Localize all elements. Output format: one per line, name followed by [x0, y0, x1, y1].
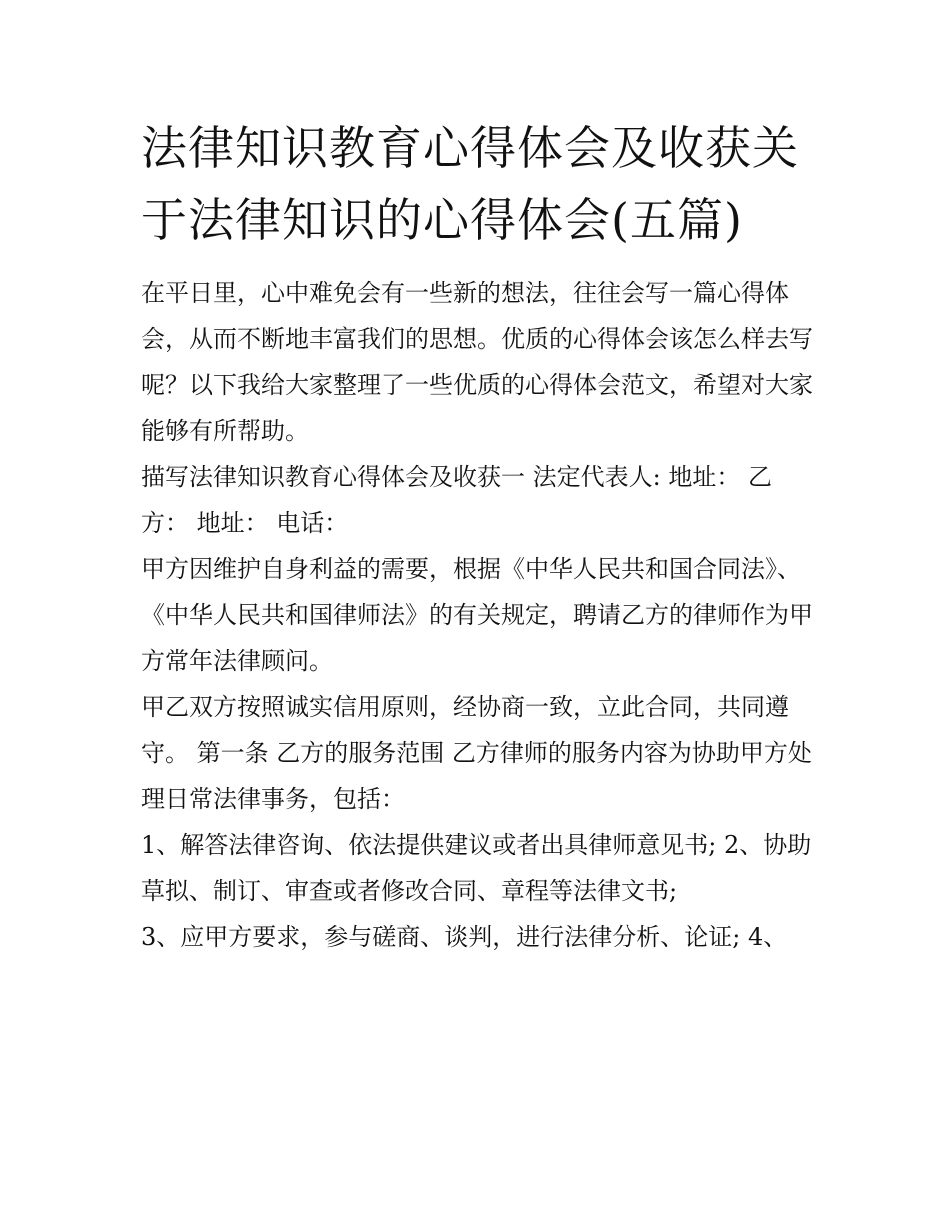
- contract-parties-paragraph: 描写法律知识教育心得体会及收获一 法定代表人: 地址： 乙方： 地址： 电话：: [141, 463, 772, 537]
- document-title: 法律知识教育心得体会及收获关于法律知识的心得体会(五篇): [141, 121, 799, 247]
- service-items-paragraph-continued: 3、应甲方要求，参与磋商、谈判，进行法律分析、论证; 4、: [141, 923, 788, 951]
- intro-paragraph: 在平日里，心中难免会有一些新的想法，往往会写一篇心得体会，从而不断地丰富我们的思想。优质的心得体会该怎么样去写呢？以下我给大家整理了一些优质的心得体会范文，希望对大家能够有所帮助。: [141, 279, 813, 445]
- document-body: [141, 112, 813, 960]
- engagement-paragraph: 甲方因维护自身利益的需要，根据《中华人民共和国合同法》、《中华人民共和国律师法》的有关规定，聘请乙方的律师作为甲方常年法律顾问。: [141, 555, 813, 675]
- service-scope-paragraph: 甲乙双方按照诚实信用原则，经协商一致，立此合同，共同遵守。 第一条 乙方的服务范围 乙方律师的服务内容为协助甲方处理日常法律事务，包括：: [141, 693, 812, 813]
- service-items-paragraph: 1、解答法律咨询、依法提供建议或者出具律师意见书; 2、协助草拟、制订、审查或者修改合同、章程等法律文书;: [141, 831, 812, 905]
